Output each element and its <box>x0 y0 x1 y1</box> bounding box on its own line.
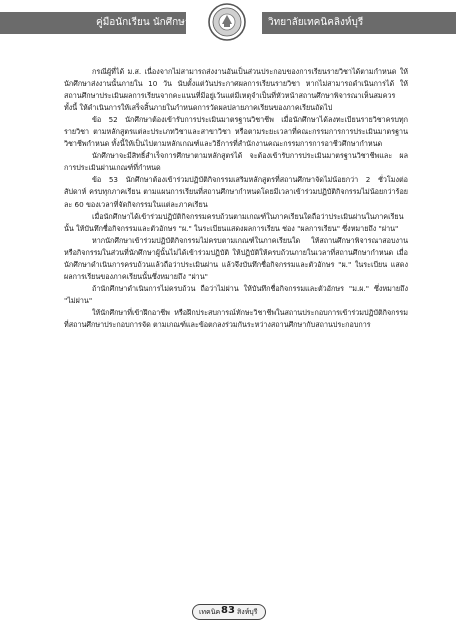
college-seal-icon <box>200 2 254 42</box>
page-number: 83 <box>221 605 235 616</box>
page-footer <box>192 604 266 620</box>
document-body <box>64 66 408 331</box>
paragraph-article-53: ข้อ 53 นักศึกษาต้องเข้าร่วมปฏิบัติกิจกรรมเสริมหลักสูตรที่สถานศึกษาจัดไม่น้อยกว่า 2 ชั่วโมงต่อสัปดาห์ ครบทุกภาคเรียน ตามแผนการเรียนที่สถานศึกษากำหนดโดยมีเวลาเข้าร่วมปฏิบัติกิจกรรมไม่น้อยกว่าร้อยละ 60 ของเวลาที่จัดกิจกรรมในแต่ละภาคเรียน <box>64 175 408 209</box>
paragraph-ms-grade: กรณีผู้ที่ได้ ม.ส. เนื่องจากไม่สามารถส่งงานอันเป็นส่วนประกอบของการเรียนรายวิชาได้ตามกำหนด ให้นักศึกษาส่งงานนั้นภายใน 10 วัน นับตั้งแต่วันประกาศผลการเรียนรายวิชา หากไม่สามารถดำเนินการได้ ให้สถานศึกษาประเมินผลการเรียนจากคะแนนที่มีอยู่เว้นแต่มีเหตุจำเป็นที่หัวหน้าสถานศึกษาพิจารณาเห็นสมควร ทั้งนี้ ให้ดำเนินการให้เสร็จสิ้นภายในกำหนดการวัดผลปลายภาคเรียนของภาคเรียนถัดไป <box>64 67 408 113</box>
page-header <box>0 0 456 44</box>
header-left-title: คู่มือนักเรียน นักศึกษา <box>96 17 191 28</box>
paragraph-graduation-rights: นักศึกษาจะมีสิทธิ์สำเร็จการศึกษาตามหลักสูตรได้ จะต้องเข้ารับการประเมินมาตรฐานวิชาชีพและ ผลการประเมินผ่านเกณฑ์ที่กำหนด <box>64 151 408 173</box>
paragraph-activity-pass: เมื่อนักศึกษาได้เข้าร่วมปฏิบัติกิจกรรมครบถ้วนตามเกณฑ์ในภาคเรียนใดถือว่าประเมินผ่านในภาคเรียนนั้น ให้บันทึกชื่อกิจกรรมและตัวอักษร "ผ." ในระเบียนแสดงผลการเรียน ช่อง "ผลการเรียน" ซึ่งหมายถึง "ผ่าน" <box>64 211 404 233</box>
footer-left-label: เทคนิค <box>199 608 221 616</box>
paragraph-activity-fail: ถ้านักศึกษาดำเนินการไม่ครบถ้วน ถือว่าไม่ผ่าน ให้บันทึกชื่อกิจกรรมและตัวอักษร "ม.ผ." ซึ่งหมายถึง "ไม่ผ่าน" <box>64 283 408 305</box>
paragraph-article-52: ข้อ 52 นักศึกษาต้องเข้ารับการประเมินมาตรฐานวิชาชีพ เมื่อนักศึกษาได้ลงทะเบียนรายวิชาครบทุกรายวิชา ตามหลักสูตรแต่ละประเภทวิชาและสาขาวิชา หรือตามระยะเวลาที่คณะกรรมการการประเมินมาตรฐานวิชาชีพกำหนด ทั้งนี้ให้เป็นไปตามหลักเกณฑ์และวิธีการที่สำนักงานคณะกรรมการการอาชีวศึกษากำหนด <box>64 115 408 149</box>
paragraph-workplace-training: ให้นักศึกษาที่เข้าฝึกอาชีพ หรือฝึกประสบการณ์ทักษะวิชาชีพในสถานประกอบการเข้าร่วมปฏิบัติกิจกรรม ที่สถานศึกษาประกอบการจัด ตามเกณฑ์และข้อตกลงร่วมกันระหว่างสถานศึกษากับสถานประกอบการ <box>64 307 408 329</box>
paragraph-activity-incomplete: หากนักศึกษาเข้าร่วมปฏิบัติกิจกรรมไม่ครบตามเกณฑ์ในภาคเรียนใด ให้สถานศึกษาพิจารณาสอบงาน หรือกิจกรรมในส่วนที่นักศึกษาผู้นั้นไม่ได้เข้าร่วมปฏิบัติ ให้ปฏิบัติให้ครบถ้วนภายในเวลาที่สถานศึกษากำหนด เมื่อนักศึกษาดำเนินการครบถ้วนแล้วถือว่าประเมินผ่าน แล้วจึงบันทึกชื่อกิจกรรมและตัวอักษร "ผ." ในระเบียน แสดงผลการเรียนของภาคเรียนนั้นซึ่งหมายถึง "ผ่าน" <box>64 235 408 281</box>
footer-right-label: สิงห์บุรี <box>237 608 258 616</box>
header-right-title: วิทยาลัยเทคนิคลิงห์บุรี <box>268 17 364 28</box>
